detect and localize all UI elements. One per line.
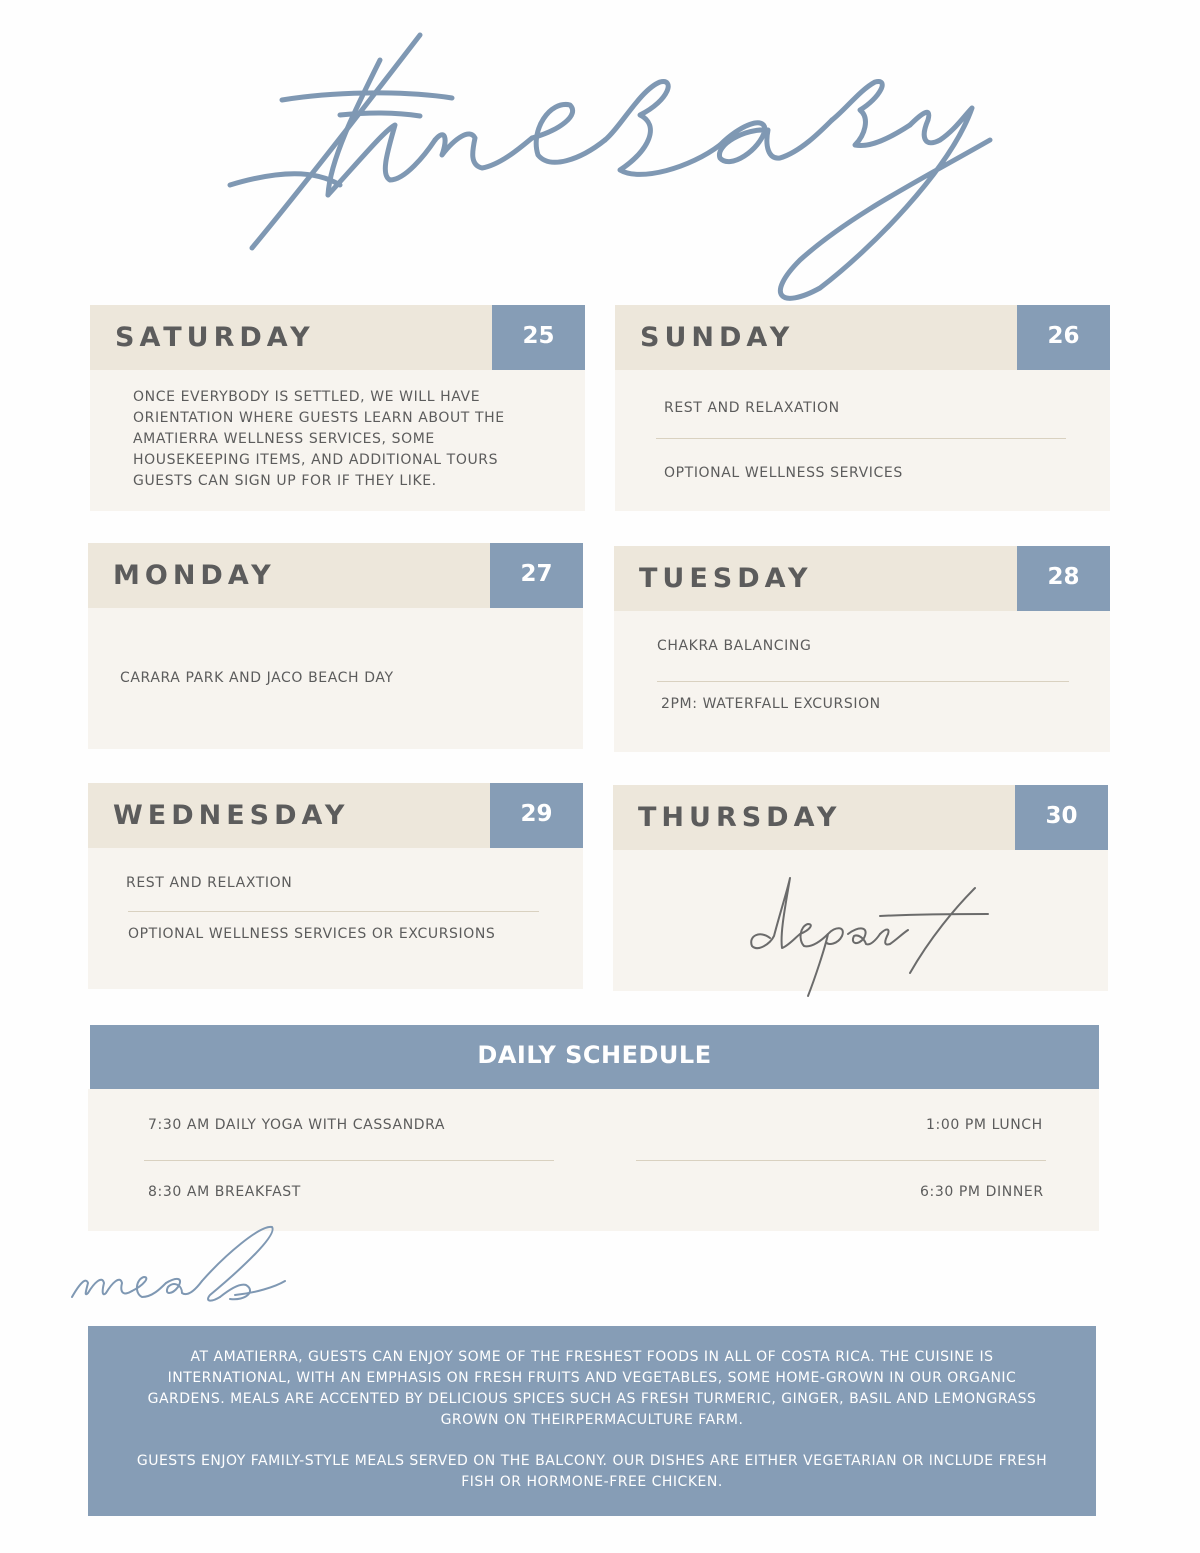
meals-paragraph-2 (88, 1451, 1096, 1493)
day-item: REST AND RELAXTION (126, 875, 293, 891)
meals-script (60, 1215, 290, 1315)
daily-schedule-title: DAILY SCHEDULE (90, 1025, 1099, 1089)
divider (128, 911, 539, 912)
day-date: 25 (492, 305, 585, 370)
day-name: WEDNESDAY (113, 800, 350, 831)
day-item: OPTIONAL WELLNESS SERVICES OR EXCURSIONS (128, 926, 496, 942)
day-name: MONDAY (113, 560, 276, 591)
schedule-item: 8:30 AM BREAKFAST (148, 1184, 301, 1200)
day-item: REST AND RELAXATION (664, 400, 840, 416)
meals-line: GROWN ON THEIRPERMACULTURE FARM. (440, 1412, 744, 1428)
day-card-tuesday (614, 546, 1110, 752)
meals-line: AT AMATIERRA, GUESTS CAN ENJOY SOME OF THE FRESHEST FOODS IN ALL OF COSTA RICA. THE CUISINE IS (190, 1349, 994, 1365)
day-date: 28 (1017, 546, 1110, 611)
day-item: OPTIONAL WELLNESS SERVICES (664, 465, 903, 481)
day-body (88, 848, 583, 989)
depart-script (730, 868, 1000, 1003)
meals-line: GUESTS ENJOY FAMILY-STYLE MEALS SERVED ON THE BALCONY. OUR DISHES ARE EITHER VEGETARIAN OR INCLUDE FRESH (136, 1453, 1048, 1469)
day-item: 2PM: WATERFALL EXCURSION (661, 696, 881, 712)
day-date: 26 (1017, 305, 1110, 370)
day-date: 29 (490, 783, 583, 848)
schedule-item: 1:00 PM LUNCH (926, 1117, 1043, 1133)
divider (657, 681, 1069, 682)
day-card-sunday (615, 305, 1110, 511)
day-item: CHAKRA BALANCING (657, 638, 812, 654)
divider (656, 438, 1066, 439)
itinerary-script-icon (220, 20, 1000, 310)
day-name: TUESDAY (639, 563, 813, 594)
day-card-saturday (90, 305, 585, 511)
page-title (220, 20, 1000, 310)
divider (636, 1160, 1046, 1161)
divider (144, 1160, 554, 1161)
schedule-item: 6:30 PM DINNER (920, 1184, 1044, 1200)
meals-info-box (88, 1326, 1096, 1516)
day-date: 27 (490, 543, 583, 608)
day-name: THURSDAY (638, 802, 842, 833)
meals-line: INTERNATIONAL, WITH AN EMPHASIS ON FRESH FRUITS AND VEGETABLES, SOME HOME-GROWN IN OUR ORGANIC (167, 1370, 1017, 1386)
meals-line: FISH OR HORMONE-FREE CHICKEN. (461, 1474, 723, 1490)
day-name: SATURDAY (115, 322, 315, 353)
day-card-wednesday (88, 783, 583, 989)
meals-script-icon (60, 1215, 290, 1315)
day-card-monday (88, 543, 583, 749)
meals-line: GARDENS. MEALS ARE ACCENTED BY DELICIOUS SPICES SUCH AS FRESH TURMERIC, GINGER, BASIL AND LEMONGRASS (147, 1391, 1037, 1407)
day-description: ONCE EVERYBODY IS SETTLED, WE WILL HAVE ORIENTATION WHERE GUESTS LEARN ABOUT THE AMATIERRA WELLNESS SERVICES, SOME HOUSEKEEPING ITEMS, AND ADDITIONAL TOURS GUESTS CAN SIGN UP FOR IF THEY LIKE. (133, 389, 505, 489)
schedule-item: 7:30 AM DAILY YOGA WITH CASSANDRA (148, 1117, 446, 1133)
day-date: 30 (1015, 785, 1108, 850)
meals-paragraph-1 (88, 1347, 1096, 1431)
day-item: CARARA PARK AND JACO BEACH DAY (120, 670, 394, 686)
depart-script-icon (730, 868, 1000, 1003)
day-body (615, 370, 1110, 511)
day-name: SUNDAY (640, 322, 795, 353)
